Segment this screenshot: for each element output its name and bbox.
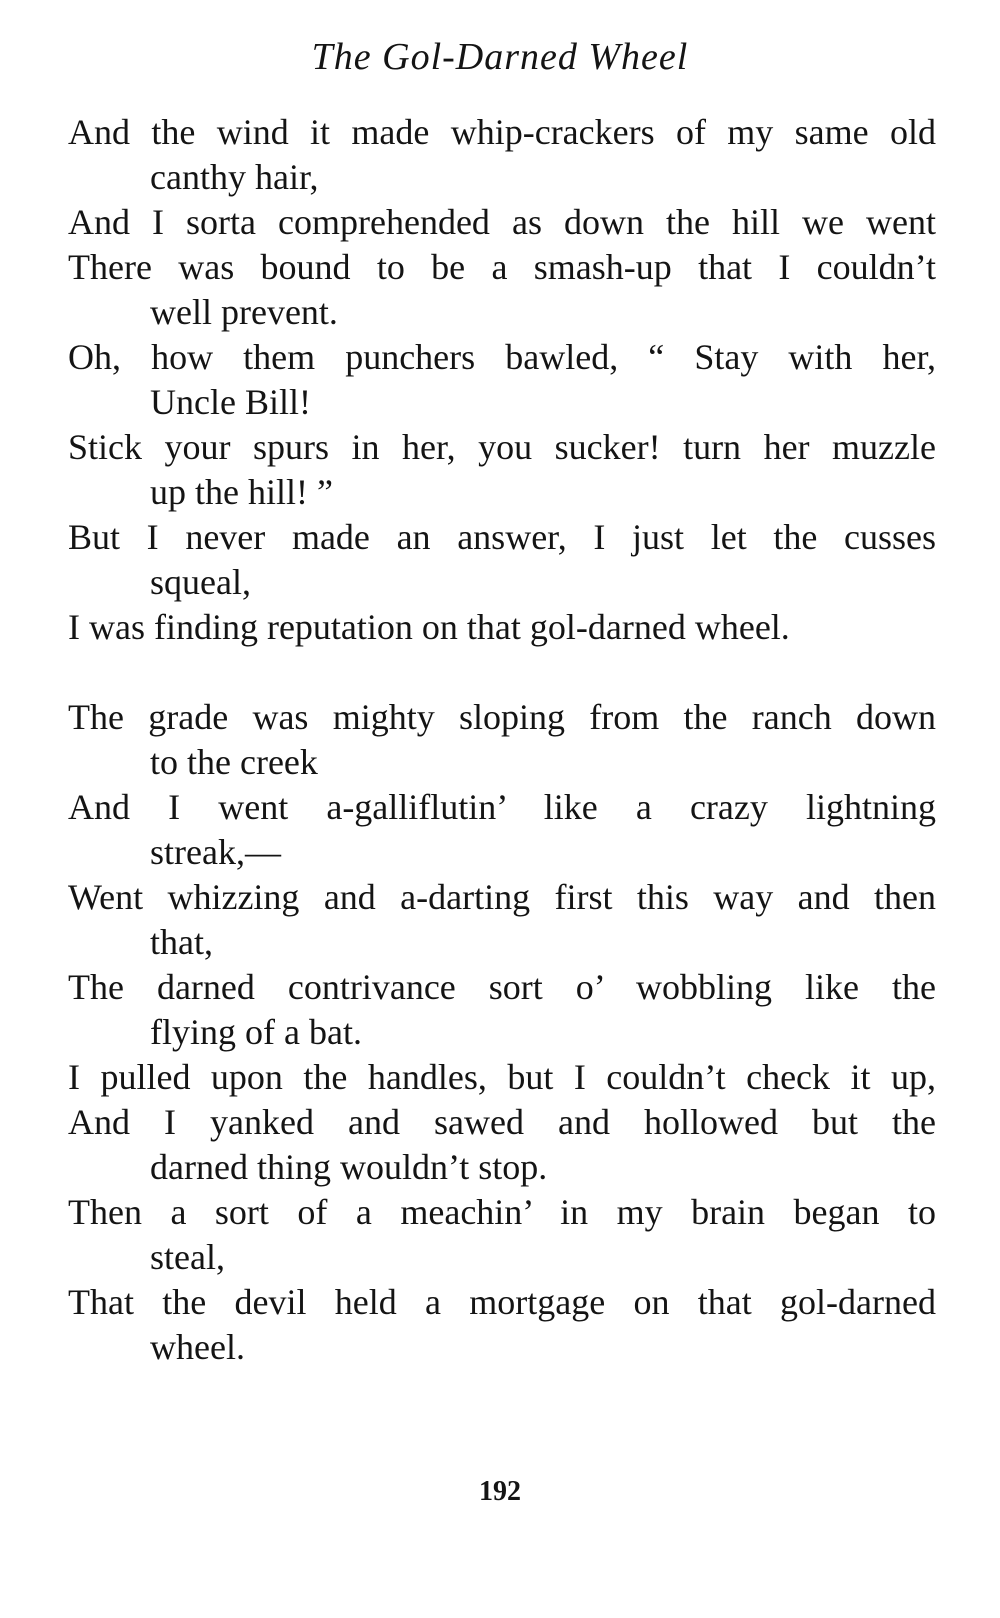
verse-line: Then a sort of a meachin’ in my brain began to [68, 1192, 936, 1232]
verse-line: Stick your spurs in her, you sucker! turn her muzzle [68, 427, 936, 467]
stanza [68, 110, 936, 650]
poem-body [68, 110, 936, 1370]
verse-line-continuation: darned thing wouldn’t stop. [150, 1147, 548, 1187]
verse-line: There was bound to be a smash-up that I couldn’t [68, 247, 936, 287]
running-head: The Gol-Darned Wheel [311, 36, 689, 78]
verse-line: And the wind it made whip-crackers of my same old [68, 112, 936, 152]
verse-line-continuation: that, [150, 922, 213, 962]
verse-line-continuation: flying of a bat. [150, 1012, 362, 1052]
verse-line-continuation: wheel. [150, 1327, 245, 1367]
verse-line-continuation: canthy hair, [150, 157, 319, 197]
verse-line: The grade was mighty sloping from the ranch down [68, 697, 936, 737]
verse-line-continuation: steal, [150, 1237, 225, 1277]
page-number: 192 [479, 1476, 521, 1507]
verse-line-continuation: well prevent. [150, 292, 338, 332]
verse-line: Went whizzing and a-darting first this way and then [68, 877, 936, 917]
verse-line: The darned contrivance sort o’ wobbling like the [68, 967, 936, 1007]
verse-line: Oh, how them punchers bawled, “ Stay with her, [68, 337, 936, 377]
verse-line-continuation: up the hill! ” [150, 472, 333, 512]
verse-line: I was finding reputation on that gol-darned wheel. [68, 607, 790, 647]
verse-line: And I yanked and sawed and hollowed but the [68, 1102, 936, 1142]
verse-line: And I sorta comprehended as down the hill we went [68, 202, 936, 242]
verse-line-continuation: squeal, [150, 562, 251, 602]
verse-line: And I went a-galliflutin’ like a crazy lightning [68, 787, 936, 827]
verse-line-continuation: streak,— [150, 832, 281, 872]
verse-line: I pulled upon the handles, but I couldn’t check it up, [68, 1057, 936, 1097]
verse-line-continuation: Uncle Bill! [150, 382, 311, 422]
stanza [68, 695, 936, 1370]
verse-line-continuation: to the creek [150, 742, 318, 782]
verse-line: That the devil held a mortgage on that gol-darned [68, 1282, 936, 1322]
verse-line: But I never made an answer, I just let the cusses [68, 517, 936, 557]
